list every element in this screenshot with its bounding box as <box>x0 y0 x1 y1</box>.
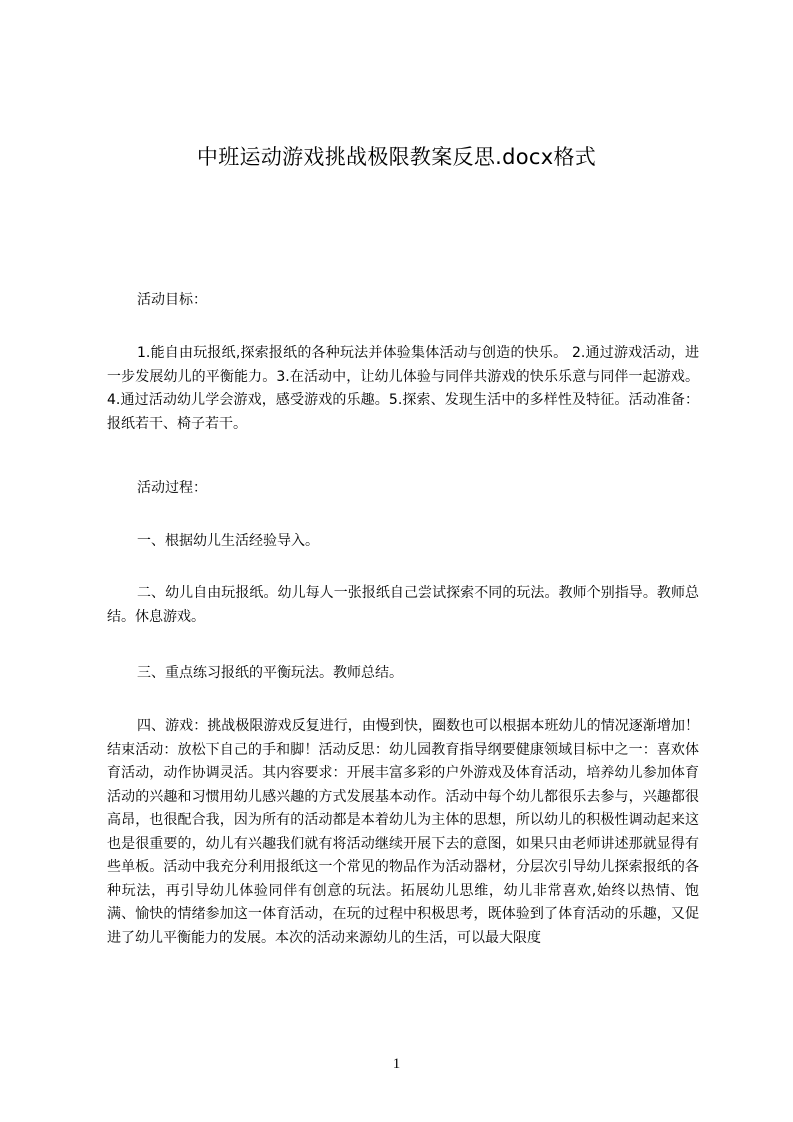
step-one-paragraph <box>107 530 699 554</box>
step-one-text: 一、根据幼儿生活经验导入。 <box>137 533 319 549</box>
step-two-paragraph <box>107 582 699 629</box>
process-heading: 活动过程： <box>137 480 207 496</box>
step-four-paragraph <box>107 715 699 950</box>
step-three-paragraph <box>107 662 699 686</box>
goals-paragraph <box>107 342 699 436</box>
process-heading-paragraph <box>107 477 699 501</box>
step-two-text: 二、幼儿自由玩报纸。幼儿每人一张报纸自己尝试探索不同的玩法。教师个别指导。教师总结。休息游戏。 <box>107 585 699 625</box>
document-title: 中班运动游戏挑战极限教案反思.docx格式 <box>196 145 597 169</box>
step-three-text: 三、重点练习报纸的平衡玩法。教师总结。 <box>137 665 403 681</box>
goal-heading: 活动目标： <box>137 292 207 308</box>
goals-text: 1.能自由玩报纸,探索报纸的各种玩法并体验集体活动与创造的快乐。 2.通过游戏活动，进一步发展幼儿的平衡能力。3.在活动中，让幼儿体验与同伴共游戏的快乐乐意与同伴一起游戏。4.通过活动幼儿学会游戏，感受游戏的乐趣。5.探索、发现生活中的多样性及特征。活动准备：报纸若干、椅子若干。 <box>107 345 699 432</box>
step-four-text: 四、游戏：挑战极限游戏反复进行，由慢到快，圈数也可以根据本班幼儿的情况逐渐增加！结束活动：放松下自己的手和脚！活动反思：幼儿园教育指导纲要健康领域目标中之一：喜欢体育活动，动作协调灵活。其内容要求：开展丰富多彩的户外游戏及体育活动，培养幼儿参加体育活动的兴趣和习惯用幼儿感兴趣的方式发展基本动作。活动中每个幼儿都很乐去参与，兴趣都很高昂，也很配合我，因为所有的活动都是本着幼儿为主体的思想，所以幼儿的积极性调动起来这也是很重要的，幼儿有兴趣我们就有将活动继续开展下去的意图，如果只由老师讲述那就显得有些单板。活动中我充分利用报纸这一个常见的物品作为活动器材，分层次引导幼儿探索报纸的各种玩法，再引导幼儿体验同伴有创意的玩法。拓展幼儿思维，幼儿非常喜欢,始终以热情、饱满、愉快的情绪参加这一体育活动，在玩的过程中积极思考，既体验到了体育活动的乐趣，又促进了幼儿平衡能力的发展。本次的活动来源幼儿的生活，可以最大限度 <box>107 718 699 946</box>
page-number: 1 <box>392 1056 401 1072</box>
goal-heading-paragraph <box>107 289 699 313</box>
